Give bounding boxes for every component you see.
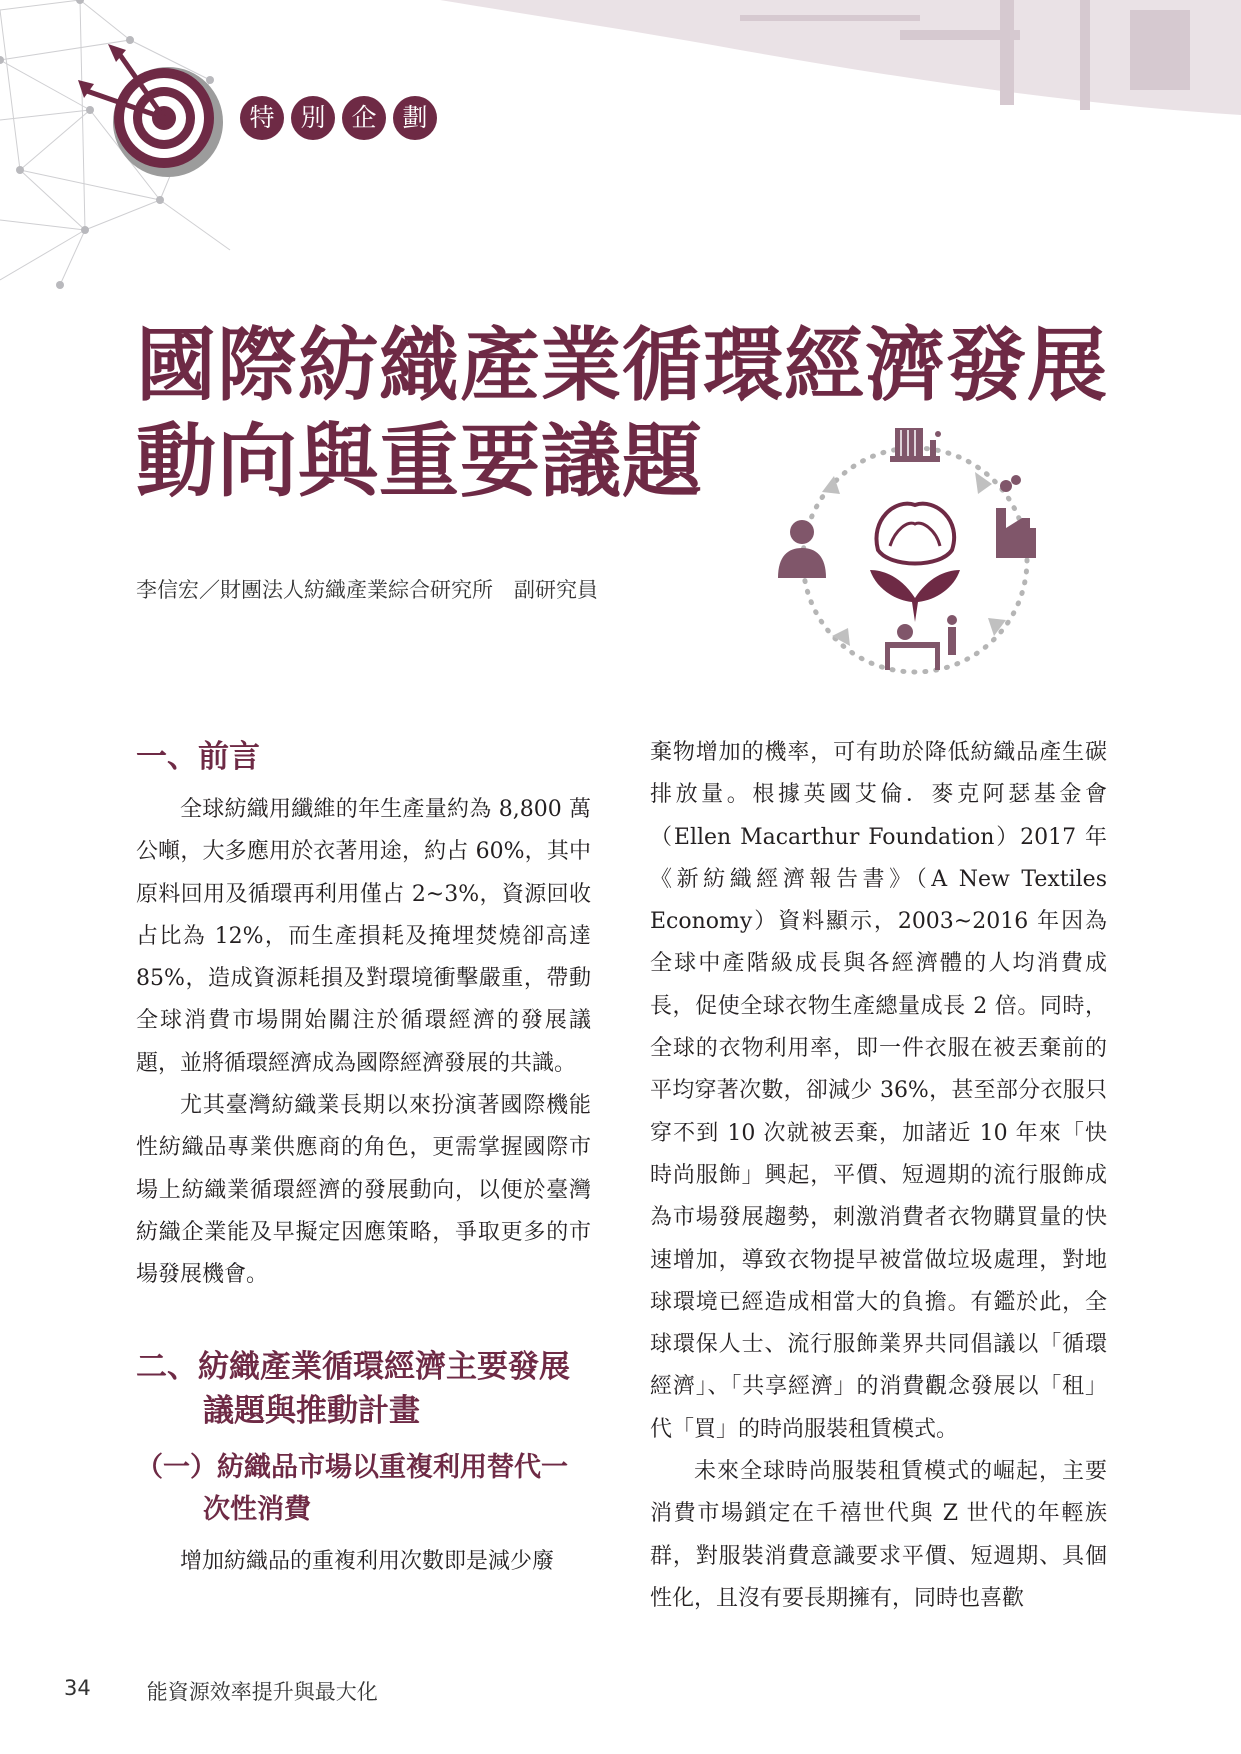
section-1-paragraph-1: 全球紡織用纖維的年生產量約為 8,800 萬公噸，大多應用於衣著用途，約占 60%，其中原料回用及循環再利用僅占 2~3%，資源回收占比為 12%，而生產損耗及掩埋焚燒卻高達 85%，造成資源耗損及對環境衝擊嚴重，帶動全球消費市場開始關注於循環經濟的發展議題，並將循環經濟成為國際經濟發展的共識。 — [136, 797, 591, 1076]
target-arrow-icon — [78, 44, 228, 194]
special-feature-tag — [240, 96, 437, 140]
subsection-2-1-paragraph-1-continued: 棄物增加的機率，可有助於降低紡織品產生碳排放量。根據英國艾倫．麥克阿瑟基金會（Ellen Macarthur Foundation）2017 年《新紡織經濟報告書》（A New Textiles Economy）資料顯示，2003~2016 年因為全球中產階級成長與各經濟體的人均消費成長，促使全球衣物生產總量成長 2 倍。同時，全球的衣物利用率，即一件衣服在被丟棄前的平均穿著次數，卻減少 36%，甚至部分衣服只穿不到 10 次就被丟棄，加諸近 10 年來「快時尚服飾」興起，平價、短週期的流行服飾成為市場發展趨勢，刺激消費者衣物購買量的快速增加，導致衣物提早被當做垃圾處理，對地球環境已經造成相當大的負擔。有鑑於此，全球環保人士、流行服飾業界共同倡議以「循環經濟」、「共享經濟」的消費觀念發展以「租」代「買」的時尚服裝租賃模式。 — [650, 740, 1107, 1442]
circular-economy-diagram — [770, 420, 1060, 700]
header-wave-decoration — [440, 0, 1241, 130]
section-1-heading: 一、前言 — [136, 739, 260, 775]
subsection-2-1-paragraph-1-start: 增加紡織品的重複利用次數即是減少廢 — [180, 1548, 555, 1574]
right-column — [650, 735, 1107, 1620]
title-line-2: 動向與重要議題 — [136, 415, 703, 508]
tag-char: 特 — [240, 96, 284, 140]
tag-char: 劃 — [393, 96, 437, 140]
page-number: 34 — [64, 1676, 91, 1700]
title-line-1: 國際紡織產業循環經濟發展 — [136, 319, 1108, 412]
subsection-2-1-heading: （一）紡織品市場以重複利用替代一次性消費 — [136, 1451, 568, 1525]
subsection-2-1-paragraph-2: 未來全球時尚服裝租賃模式的崛起，主要消費市場鎖定在千禧世代與 Z 世代的年輕族群，對服裝消費意識要求平價、短週期、具個性化，且沒有要長期擁有，同時也喜歡 — [650, 1459, 1107, 1611]
cotton-plant-icon — [870, 504, 960, 622]
page-footer — [64, 1676, 378, 1706]
left-column — [136, 735, 591, 1583]
tag-char: 別 — [291, 96, 335, 140]
issue-title: 能資源效率提升與最大化 — [146, 1680, 378, 1704]
section-2-heading: 二、紡織產業循環經濟主要發展議題與推動計畫 — [136, 1348, 570, 1429]
worker-bench-icon — [885, 615, 957, 670]
section-1-paragraph-2: 尤其臺灣紡織業長期以來扮演著國際機能性紡織品專業供應商的角色，更需掌握國際市場上紡織業循環經濟的發展動向，以便於臺灣紡織企業能及早擬定因應策略，爭取更多的市場發展機會。 — [136, 1093, 591, 1288]
factory-icon — [996, 475, 1036, 558]
tag-char: 企 — [342, 96, 386, 140]
cycle-arrows-icon — [822, 472, 1006, 646]
author-byline: 李信宏／財團法人紡織產業綜合研究所 副研究員 — [136, 578, 598, 602]
consumer-person-icon — [778, 520, 826, 578]
